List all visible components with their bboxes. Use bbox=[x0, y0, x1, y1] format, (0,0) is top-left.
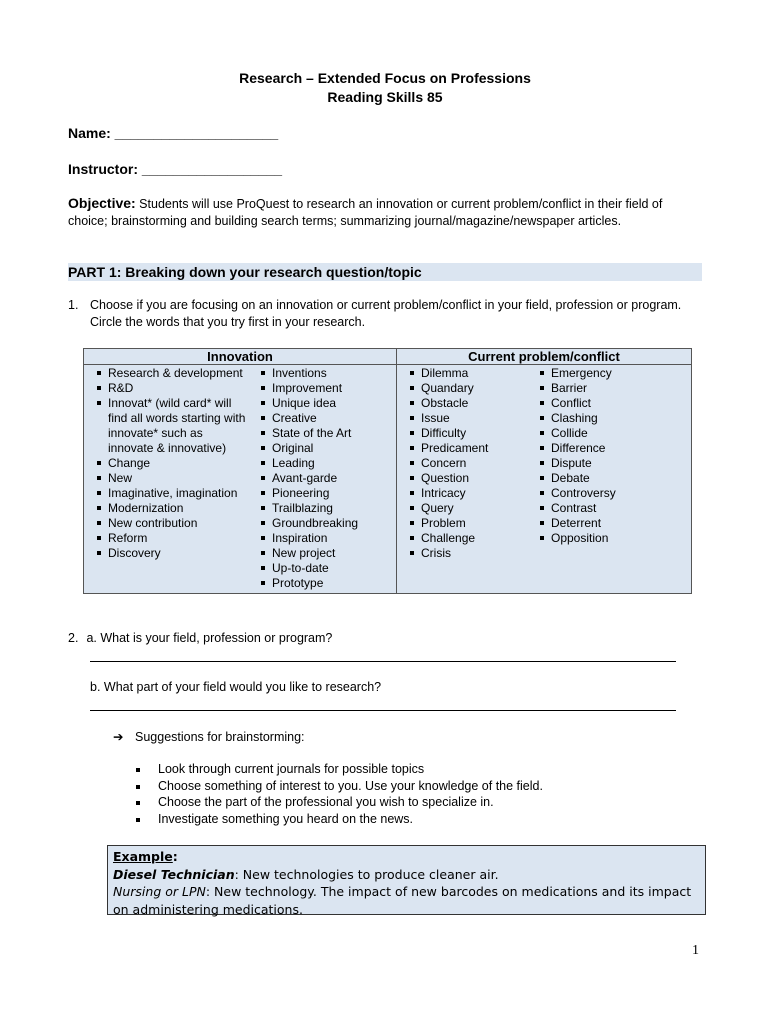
term-item[interactable]: Improvement bbox=[248, 381, 396, 396]
example-2-text: : New technology. The impact of new barcodes on medications and its impact on administering medications. bbox=[113, 884, 692, 917]
answer-line-2b[interactable] bbox=[90, 710, 676, 711]
term-item[interactable]: New contribution bbox=[84, 516, 248, 531]
term-item[interactable]: Concern bbox=[397, 456, 527, 471]
list-item: Investigate something you heard on the news. bbox=[133, 811, 543, 828]
example-box bbox=[107, 845, 706, 915]
suggestions-list bbox=[133, 761, 543, 827]
search-terms-table bbox=[83, 348, 692, 594]
term-item[interactable]: Original bbox=[248, 441, 396, 456]
list-item: Look through current journals for possible topics bbox=[133, 761, 543, 778]
term-item[interactable]: Crisis bbox=[397, 546, 527, 561]
term-item[interactable]: Leading bbox=[248, 456, 396, 471]
term-item[interactable]: Groundbreaking bbox=[248, 516, 396, 531]
answer-line-2a[interactable] bbox=[90, 661, 676, 662]
term-item[interactable]: Controversy bbox=[527, 486, 687, 501]
instructor-field: Instructor: __________________ bbox=[68, 161, 283, 177]
term-item[interactable]: State of the Art bbox=[248, 426, 396, 441]
term-item[interactable]: Inventions bbox=[248, 366, 396, 381]
term-item[interactable]: Predicament bbox=[397, 441, 527, 456]
term-item[interactable]: Dilemma bbox=[397, 366, 527, 381]
document-title: Research – Extended Focus on Professions bbox=[239, 70, 531, 86]
example-1-text: : New technologies to produce cleaner air. bbox=[234, 866, 499, 882]
conflict-list-1 bbox=[397, 366, 527, 561]
question-1-number: 1. bbox=[68, 298, 79, 312]
question-2b: b. What part of your field would you like to research? bbox=[90, 680, 382, 694]
term-item[interactable]: Barrier bbox=[527, 381, 687, 396]
list-item: Choose the part of the professional you wish to specialize in. bbox=[133, 794, 543, 811]
term-item[interactable]: Question bbox=[397, 471, 527, 486]
term-item[interactable]: Research & development bbox=[84, 366, 248, 381]
term-item[interactable]: Imaginative, imagination bbox=[84, 486, 248, 501]
term-item[interactable]: Inspiration bbox=[248, 531, 396, 546]
term-item[interactable]: Change bbox=[84, 456, 248, 471]
example-colon: : bbox=[172, 849, 178, 864]
term-item[interactable]: Difficulty bbox=[397, 426, 527, 441]
part1-heading: PART 1: Breaking down your research question/topic bbox=[68, 263, 702, 281]
objective-label: Objective: bbox=[68, 195, 136, 211]
term-item[interactable]: Modernization bbox=[84, 501, 248, 516]
term-item[interactable]: Query bbox=[397, 501, 527, 516]
arrow-right-icon: ➔ bbox=[113, 730, 124, 744]
term-item[interactable]: New project bbox=[248, 546, 396, 561]
term-item[interactable]: Avant-garde bbox=[248, 471, 396, 486]
page-number: 1 bbox=[692, 943, 699, 958]
example-2-label: Nursing or LPN bbox=[113, 884, 206, 899]
list-item: Choose something of interest to you. Use your knowledge of the field. bbox=[133, 778, 543, 795]
term-item[interactable]: Unique idea bbox=[248, 396, 396, 411]
term-item[interactable]: Discovery bbox=[84, 546, 248, 561]
innovation-header: Innovation bbox=[84, 349, 397, 365]
example-1-label: Diesel Technician bbox=[113, 866, 235, 882]
innovation-list-2 bbox=[248, 366, 396, 591]
innovation-list-1 bbox=[84, 366, 248, 591]
term-item[interactable]: Trailblazing bbox=[248, 501, 396, 516]
innovation-cell bbox=[84, 365, 397, 594]
term-item[interactable]: Issue bbox=[397, 411, 527, 426]
term-item[interactable]: Emergency bbox=[527, 366, 687, 381]
term-item[interactable]: Challenge bbox=[397, 531, 527, 546]
term-item[interactable]: Creative bbox=[248, 411, 396, 426]
term-item[interactable]: Reform bbox=[84, 531, 248, 546]
suggestions-heading bbox=[113, 729, 305, 744]
term-item[interactable]: R&D bbox=[84, 381, 248, 396]
conflict-list-2 bbox=[527, 366, 687, 561]
question-1 bbox=[68, 297, 698, 331]
term-item[interactable]: Pioneering bbox=[248, 486, 396, 501]
term-item[interactable]: Opposition bbox=[527, 531, 687, 546]
term-item[interactable]: Prototype bbox=[248, 576, 396, 591]
term-item[interactable]: Dispute bbox=[527, 456, 687, 471]
term-item[interactable]: Conflict bbox=[527, 396, 687, 411]
term-item[interactable]: New bbox=[84, 471, 248, 486]
objective-paragraph bbox=[68, 195, 698, 230]
question-2-number: 2. bbox=[68, 631, 79, 645]
term-item[interactable]: Intricacy bbox=[397, 486, 527, 501]
document-subtitle: Reading Skills 85 bbox=[327, 89, 443, 105]
question-2a bbox=[68, 630, 332, 647]
term-item[interactable]: Deterrent bbox=[527, 516, 687, 531]
term-item[interactable]: Problem bbox=[397, 516, 527, 531]
objective-text: Students will use ProQuest to research an innovation or current problem/conflict in their field of choice; brainstorming and building search terms; summarizing journal/magazine/newspaper articles. bbox=[68, 197, 663, 228]
question-2a-text: a. What is your field, profession or program? bbox=[86, 631, 333, 645]
conflict-cell bbox=[397, 365, 692, 594]
example-heading: Example bbox=[113, 849, 173, 864]
term-item[interactable]: Up-to-date bbox=[248, 561, 396, 576]
term-item[interactable]: Quandary bbox=[397, 381, 527, 396]
term-item[interactable]: Contrast bbox=[527, 501, 687, 516]
question-1-text: Choose if you are focusing on an innovation or current problem/conflict in your field, profession or program. Circle the words that you try first in your research. bbox=[90, 298, 682, 329]
term-item[interactable]: Obstacle bbox=[397, 396, 527, 411]
suggestions-label: Suggestions for brainstorming: bbox=[135, 730, 305, 744]
term-item[interactable]: Difference bbox=[527, 441, 687, 456]
term-item[interactable]: Debate bbox=[527, 471, 687, 486]
conflict-header: Current problem/conflict bbox=[397, 349, 692, 365]
name-field: Name: _____________________ bbox=[68, 125, 279, 141]
term-item[interactable]: Innovat* (wild card* will find all words starting with innovate* such as innovate & innovative) bbox=[84, 396, 248, 456]
term-item[interactable]: Clashing bbox=[527, 411, 687, 426]
term-item[interactable]: Collide bbox=[527, 426, 687, 441]
